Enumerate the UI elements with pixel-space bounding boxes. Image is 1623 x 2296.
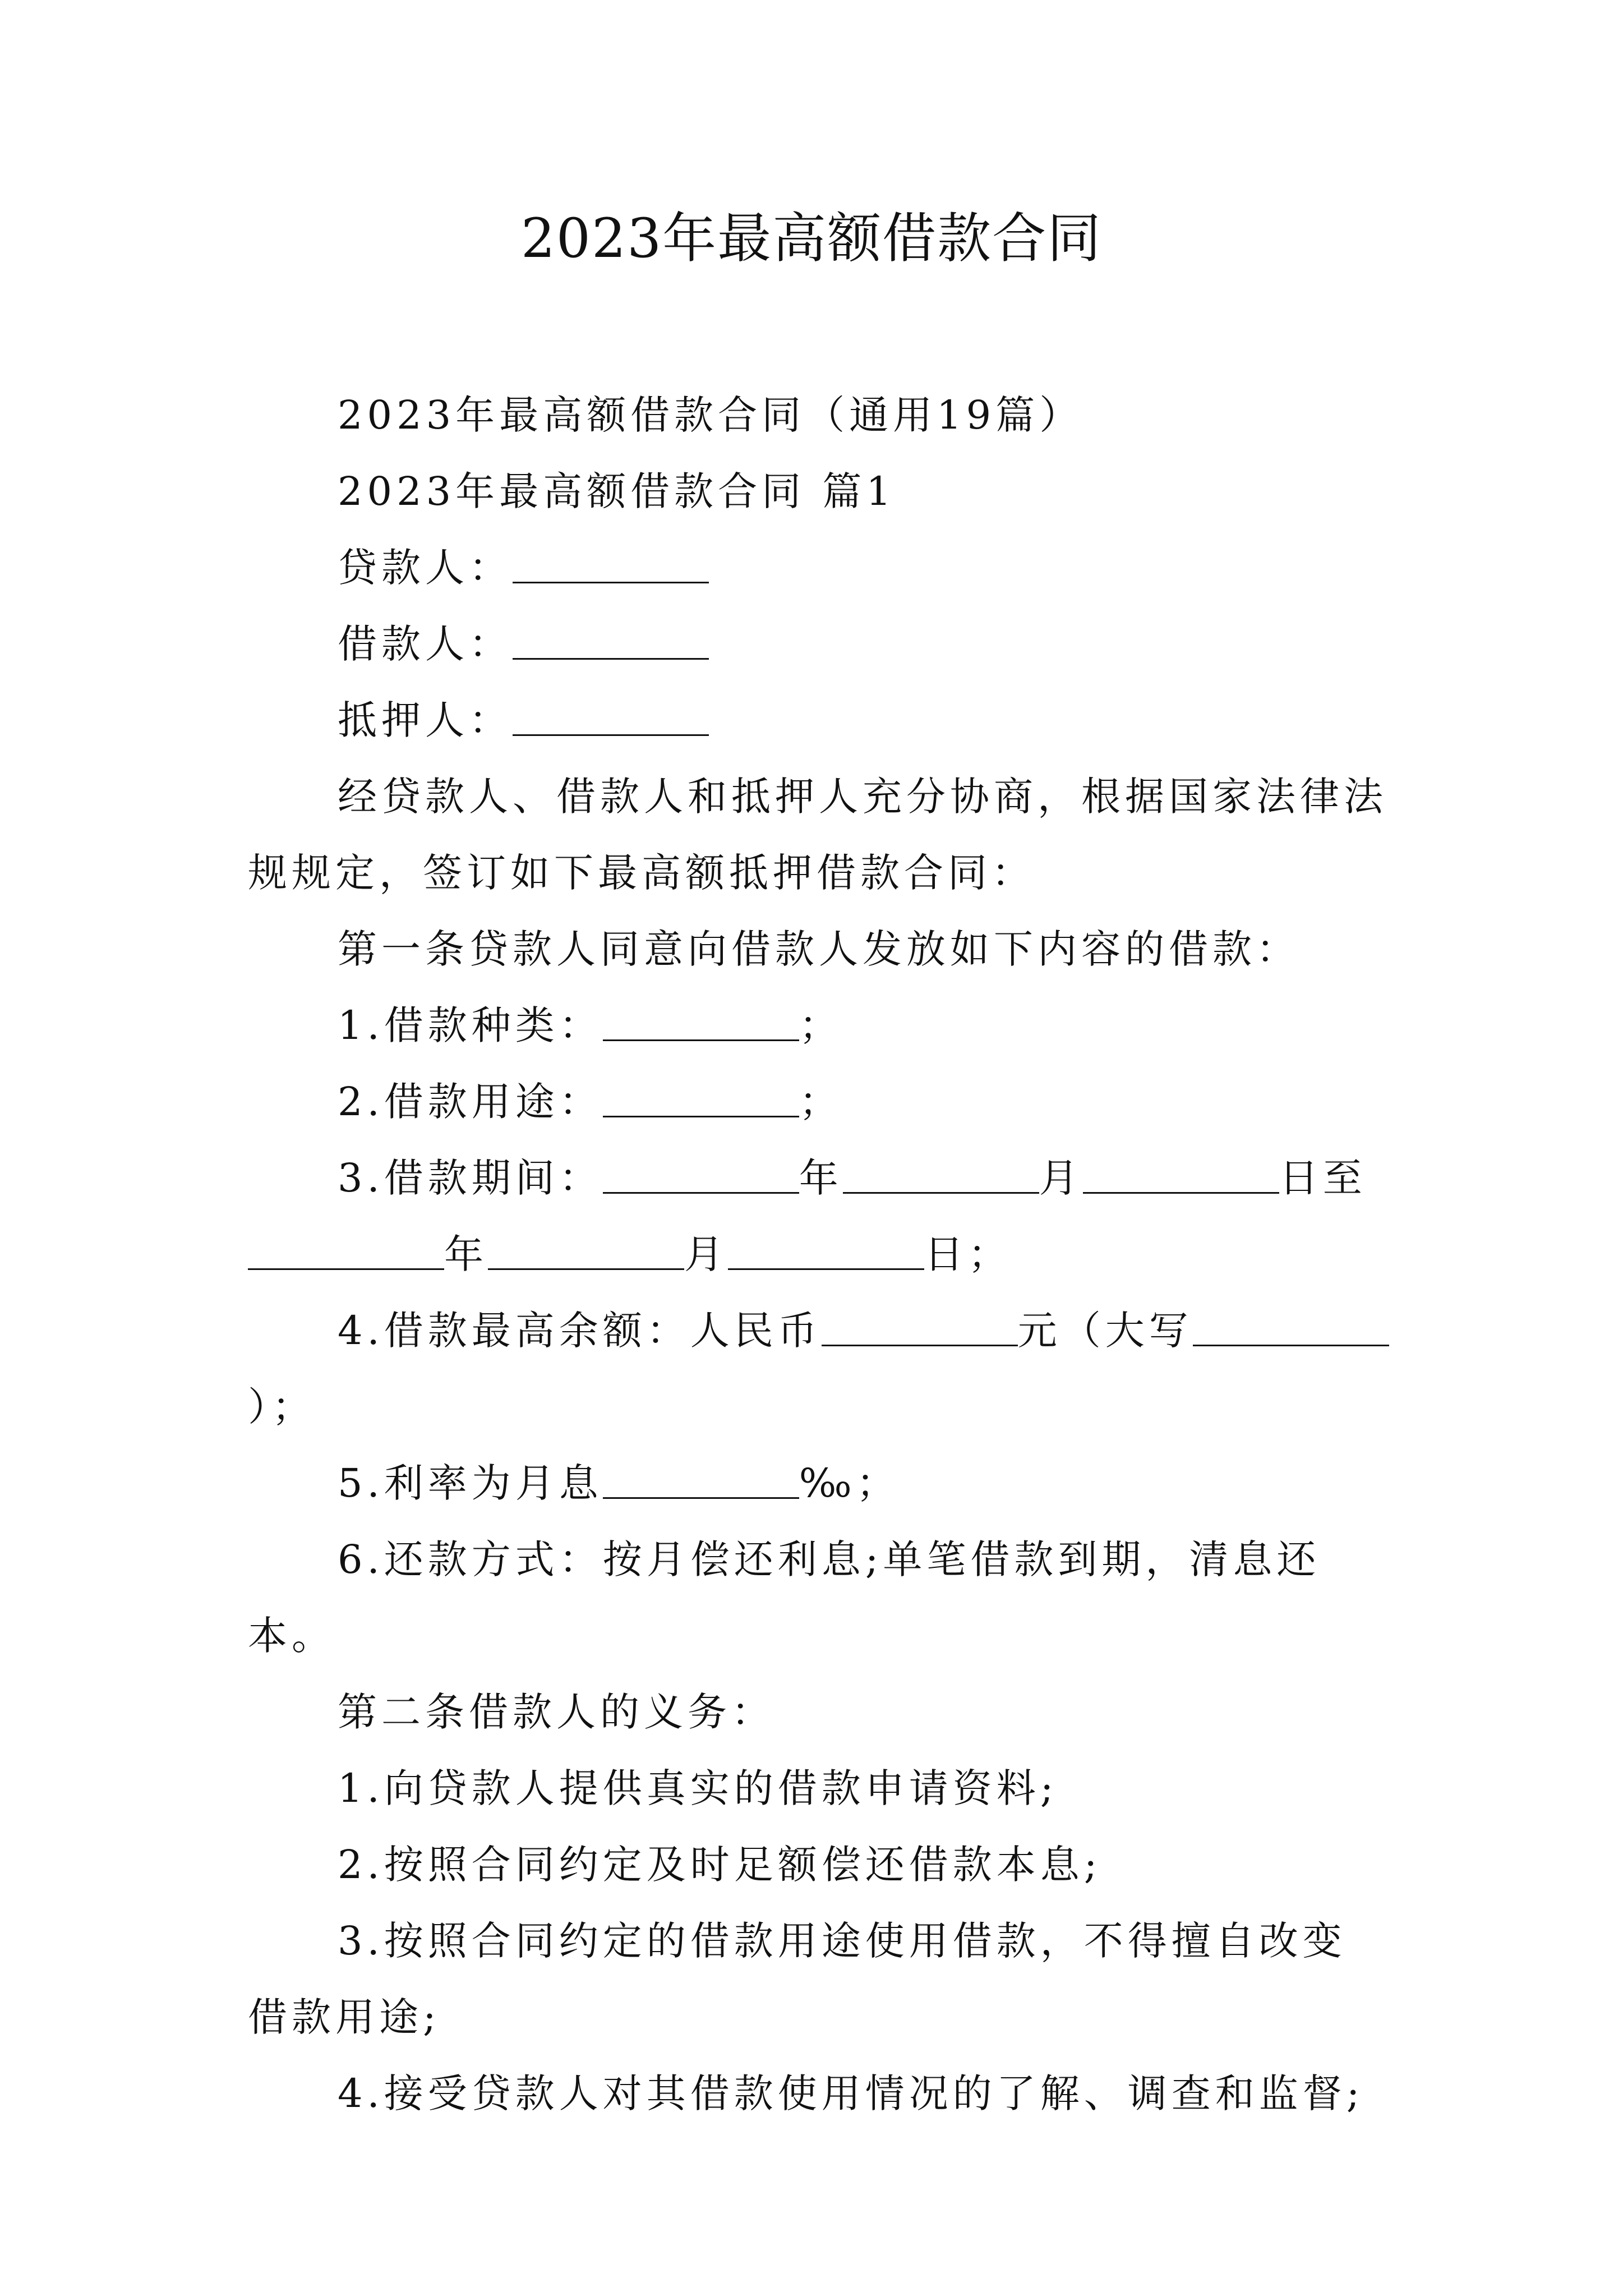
start-day-blank-field[interactable] xyxy=(1083,1153,1279,1194)
interest-rate-blank-field[interactable] xyxy=(603,1458,799,1499)
end-year-unit: 年 xyxy=(444,1231,488,1277)
article2-item1: 1.向贷款人提供真实的借款申请资料; xyxy=(338,1765,1058,1811)
document-body xyxy=(248,377,1390,2132)
start-day-unit: 日至 xyxy=(1279,1155,1367,1201)
article1-item2 xyxy=(248,1064,1390,1140)
article1-heading: 第一条贷款人同意向借款人发放如下内容的借款： xyxy=(338,926,1300,972)
article1-item5 xyxy=(248,1445,1390,1521)
end-month-unit: 月 xyxy=(684,1231,728,1277)
article1-item1 xyxy=(248,987,1390,1064)
start-year-blank-field[interactable] xyxy=(603,1153,799,1194)
borrower-label: 借款人： xyxy=(338,621,513,667)
article1-item6: 6.还款方式：按月偿还利息;单笔借款到期，清息还本。 xyxy=(248,1536,1321,1659)
end-day-unit: 日； xyxy=(924,1231,1012,1277)
max-balance-label: 4.借款最高余额：人民币 xyxy=(338,1308,822,1354)
document-subtitle: 2023年最高额借款合同（通用19篇） xyxy=(338,392,1083,438)
article1-item3 xyxy=(248,1140,1390,1292)
max-balance-blank-field[interactable] xyxy=(822,1305,1018,1346)
intro-paragraph: 经贷款人、借款人和抵押人充分协商，根据国家法律法规规定，签订如下最高额抵押借款合同： xyxy=(248,774,1387,896)
loan-type-label: 1.借款种类： xyxy=(338,1002,603,1048)
lender-blank-field[interactable] xyxy=(513,542,709,583)
end-month-blank-field[interactable] xyxy=(488,1229,684,1270)
loan-purpose-suffix: ； xyxy=(799,1079,843,1125)
interest-rate-label: 5.利率为月息 xyxy=(338,1460,603,1506)
start-month-unit: 月 xyxy=(1039,1155,1083,1201)
loan-type-suffix: ； xyxy=(799,1002,843,1048)
article2-item4: 4.接受贷款人对其借款使用情况的了解、调查和监督; xyxy=(338,2070,1364,2116)
loan-type-blank-field[interactable] xyxy=(603,1000,799,1041)
lender-line xyxy=(248,530,1390,606)
max-balance-unit: 元（大写 xyxy=(1017,1308,1193,1354)
document-title: 2023年最高额借款合同 xyxy=(520,207,1103,270)
borrower-line xyxy=(248,606,1390,682)
interest-rate-suffix: ‰； xyxy=(799,1460,900,1506)
lender-label: 贷款人： xyxy=(338,545,513,591)
end-day-blank-field[interactable] xyxy=(728,1229,924,1270)
borrower-blank-field[interactable] xyxy=(513,619,709,660)
start-month-blank-field[interactable] xyxy=(843,1153,1039,1194)
max-balance-suffix: ）； xyxy=(248,1384,316,1430)
end-year-blank-field[interactable] xyxy=(248,1229,444,1270)
loan-purpose-blank-field[interactable] xyxy=(603,1076,799,1117)
mortgagor-line xyxy=(248,682,1390,758)
loan-period-label: 3.借款期间： xyxy=(338,1155,603,1201)
article1-item4 xyxy=(248,1292,1390,1445)
max-balance-capital-blank-field[interactable] xyxy=(1193,1305,1389,1346)
mortgagor-blank-field[interactable] xyxy=(513,695,709,736)
article2-heading: 第二条借款人的义务： xyxy=(338,1689,775,1735)
section-heading: 2023年最高额借款合同 篇1 xyxy=(338,468,896,514)
mortgagor-label: 抵押人： xyxy=(338,697,513,743)
article2-item3: 3.按照合同约定的借款用途使用借款，不得擅自改变借款用途; xyxy=(248,1918,1347,2040)
article2-item2: 2.按照合同约定及时足额偿还借款本息; xyxy=(338,1842,1102,1888)
loan-purpose-label: 2.借款用途： xyxy=(338,1079,603,1125)
start-year-unit: 年 xyxy=(799,1155,843,1201)
